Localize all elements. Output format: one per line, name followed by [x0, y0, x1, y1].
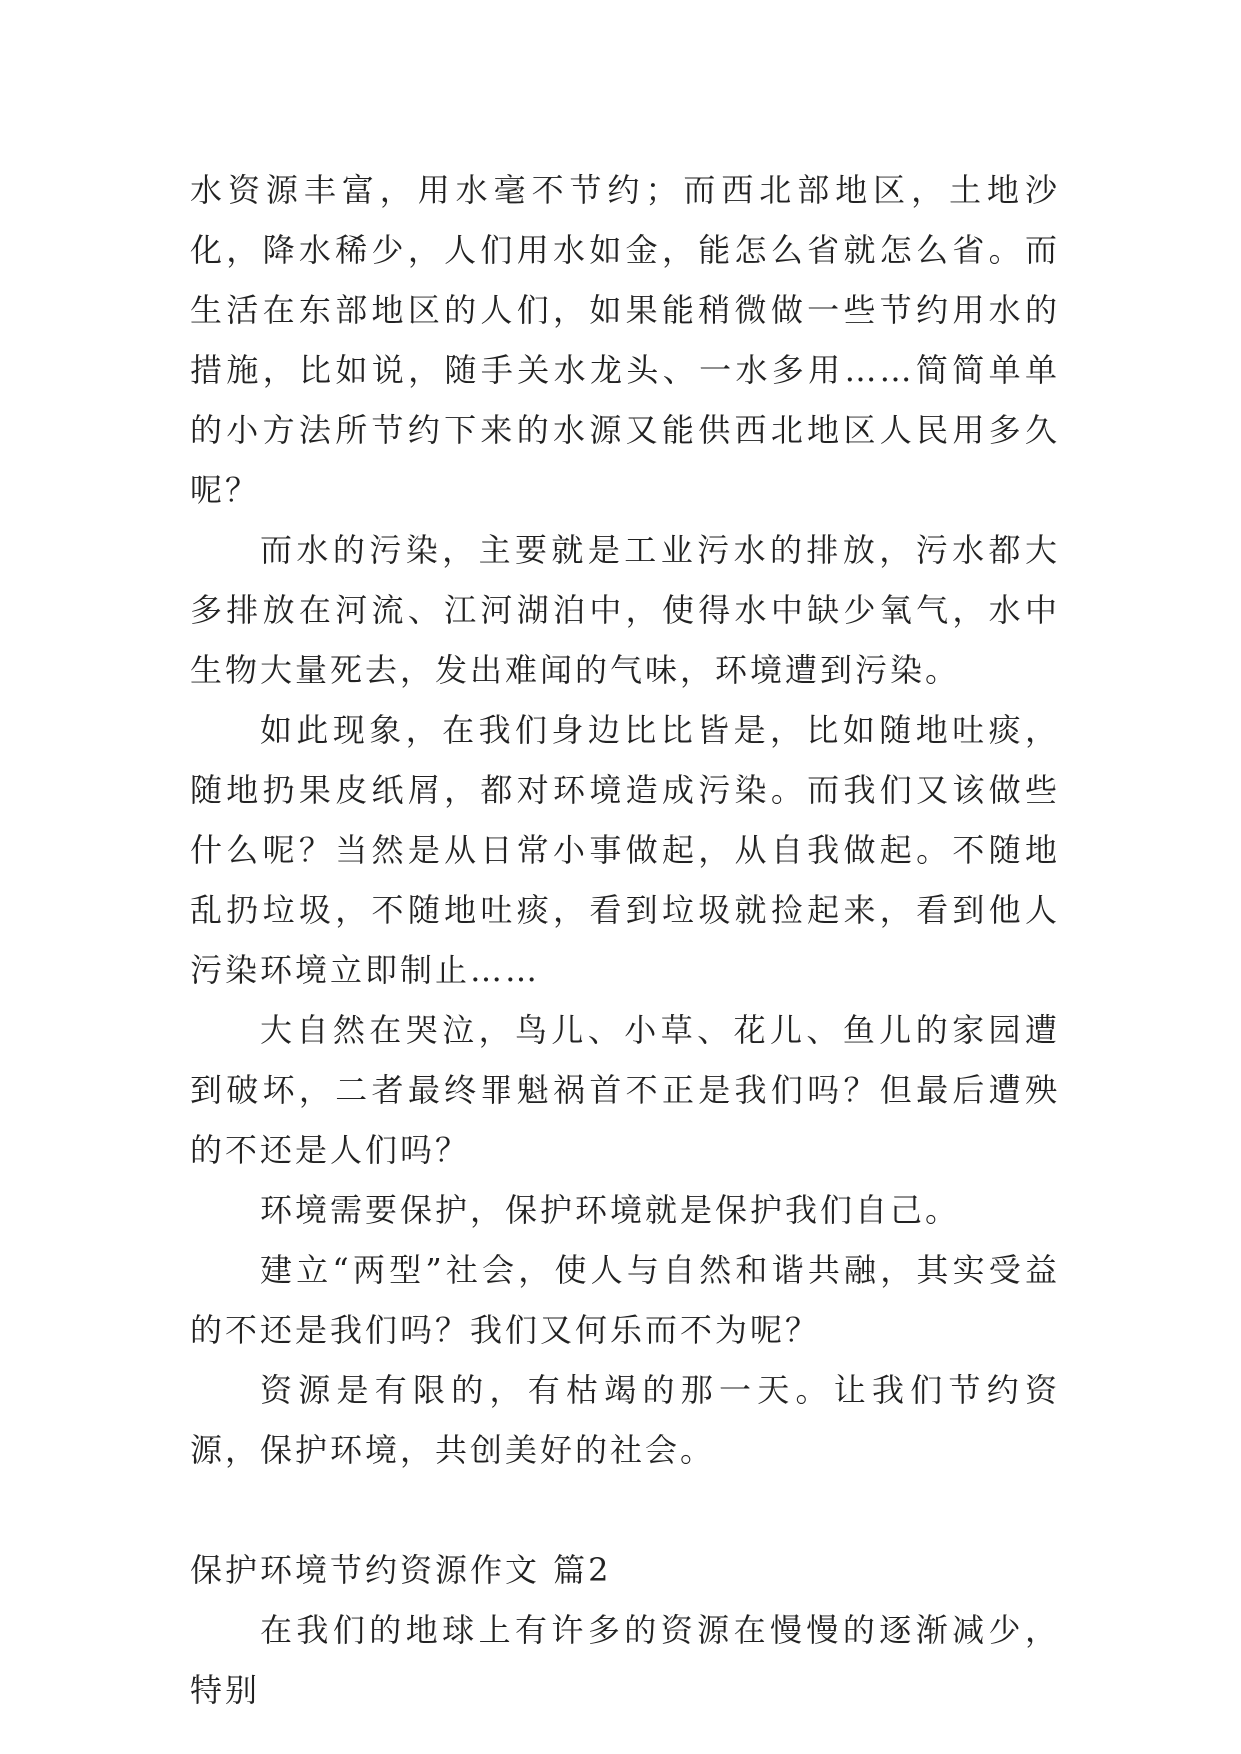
- paragraph-essay2-opening: 在我们的地球上有许多的资源在慢慢的逐渐减少，特别: [190, 1611, 1060, 1709]
- paragraph-water-resources: 水资源丰富，用水毫不节约；而西北部地区，土地沙化，降水稀少，人们用水如金，能怎么省就怎么省。而生活在东部地区的人们，如果能稍微做一些节约用水的措施，比如说，随手关水龙头、一水多用……简简单单的小方法所节约下来的水源又能供西北地区人民用多久呢？: [190, 171, 1060, 509]
- paragraph-water-pollution: 而水的污染，主要就是工业污水的排放，污水都大多排放在河流、江河湖泊中，使得水中缺少氧气，水中生物大量死去，发出难闻的气味，环境遭到污染。: [190, 531, 1060, 689]
- paragraph-limited-resources: 资源是有限的，有枯竭的那一天。让我们节约资源，保护环境，共创美好的社会。: [190, 1371, 1060, 1469]
- paragraph-nature-crying: 大自然在哭泣，鸟儿、小草、花儿、鱼儿的家园遭到破坏，二者最终罪魁祸首不正是我们吗？但最后遭殃的不还是人们吗？: [190, 1011, 1060, 1169]
- paragraph-daily-phenomena: 如此现象，在我们身边比比皆是，比如随地吐痰，随地扔果皮纸屑，都对环境造成污染。而我们又该做些什么呢？当然是从日常小事做起，从自我做起。不随地乱扔垃圾，不随地吐痰，看到垃圾就捡起来，看到他人污染环境立即制止……: [190, 711, 1060, 989]
- paragraph-protect-environment: 环境需要保护，保护环境就是保护我们自己。: [260, 1191, 961, 1229]
- paragraph-two-type-society: 建立“两型”社会，使人与自然和谐共融，其实受益的不还是我们吗？我们又何乐而不为呢？: [190, 1251, 1060, 1349]
- section-heading: 保护环境节约资源作文 篇2: [190, 1551, 612, 1589]
- document-body: [190, 160, 1060, 1720]
